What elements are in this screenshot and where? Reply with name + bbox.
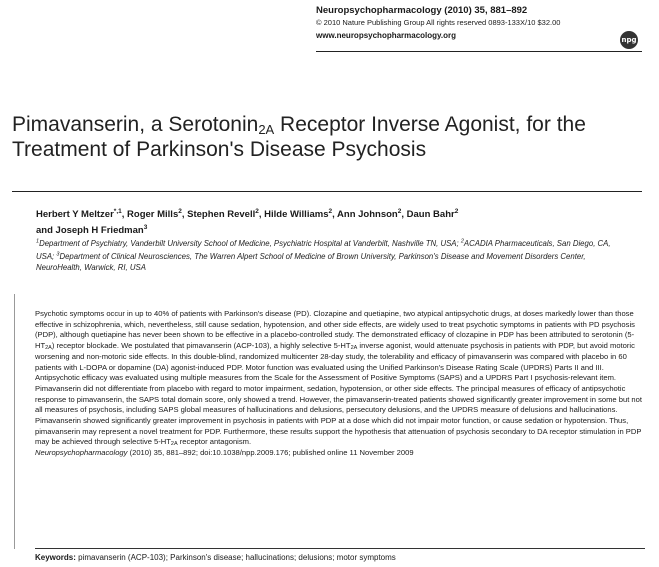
article-title: Pimavanserin, a Serotonin$_{2A}$ Receptor Inverse Agonist, for the Treatment of Parkinson's Disease Psychosis [12, 113, 586, 161]
keywords-text: pimavanserin (ACP-103); Parkinson's disease; hallucinations; delusions; motor symptoms [75, 553, 396, 562]
author: Herbert Y Meltzer$^{*,1}$, [36, 208, 128, 221]
author-list [36, 205, 616, 237]
affiliation: $^1$Department of Psychiatry, Vanderbilt University School of Medicine, Psychiatric Hospital at Vanderbilt, Nashville TN, USA; [36, 238, 461, 248]
abstract: Psychotic symptoms occur in up to 40% of patients with Parkinson's disease (PD). Clozapine and quetiapine, two atypical antipsychotic drugs, at doses markedly lower than those effective in schizophrenia, which, nevertheless, still cause sedation, hypotension, and other side effects, are widely used to treat psychotic symptoms in patients with PD psychosis (PDP), although quetiapine has never been shown to be effective in a placebo-controlled study. The demonstrated efficacy of clozapine in PDP has been attributed to serotonin $(5-HT_{2A})$ receptor blockade. We postulated that pimavanserin (ACP-103), a highly selective $5-HT_{2A}$ inverse agonist, would attenuate psychosis in patients with PDP, but avoid motoric worsening and non-motoric side effects. In this double-blind, randomized multicenter 28-day study, the tolerability and efficacy of pimavanserin was compared with placebo in 60 patients with L-DOPA or dopamine (DA) agonist-induced PDP. Motor function was evaluated using the Unified Parkinson's Disease Rating Scale (UPDRS) Parts II and III. Antipsychotic efficacy was evaluated using multiple measures from the Scale for the Assessment of Positive Symptoms (SAPS) and a UPDRS Part I psychosis-relevant item. Pimavanserin did not differentiate from placebo with regard to motor impairment, sedation, hypotension, or other side effects. The principal measures of efficacy of antipsychotic response to pimavanserin, the SAPS total domain score, only showed a trend. However, the pimavanserin-treated patients showed significantly greater improvement in some but not all measures of psychosis, including SAPS global measures of hallucinations and delusions, persecutory delusions, and the UPDRS measure of delusions and hallucinations. Pimavanserin showed significantly greater improvement in psychosis in patients with PDP at a dose which did not impair motor function, or cause sedation or hypotension. Thus, pimavanserin may represent a novel treatment for PDP. Furthermore, these results support the hypothesis that attenuation of psychosis secondary to DA receptor stimulation in PDP may be achieved through selective $5-HT_{2A}$ receptor antagonism. Neuropsychopharmacology (2010) 35, 881–892; doi:10.1038/npp.2009.176; published online 11 November 2009 [35, 309, 642, 458]
journal-citation: Neuropsychopharmacology (2010) 35, 881–892 [316, 5, 528, 16]
author: Stephen Revell$^2$, [187, 208, 265, 221]
journal-url[interactable]: www.neuropsychopharmacology.org [316, 31, 457, 40]
header-divider [316, 51, 642, 52]
author: Daun Bahr$^2$ [406, 208, 459, 221]
journal-header [316, 4, 650, 42]
author: Hilde Williams$^2$, [264, 208, 338, 221]
affiliation: $^2$ACADIA Pharmaceuticals, San Diego, CA, USA; [36, 238, 611, 261]
title-divider [12, 191, 642, 192]
copyright-line: © 2010 Nature Publishing Group All rights reserved 0893-133X/10 $32.00 [316, 18, 561, 27]
author: and Joseph H Friedman$^3$ [36, 224, 148, 237]
keywords-divider [35, 548, 645, 549]
author: Ann Johnson$^2$, [337, 208, 407, 221]
author: Roger Mills$^2$, [127, 208, 188, 221]
npg-logo: npg [620, 31, 638, 49]
affiliations [36, 236, 616, 274]
keywords-label: Keywords: [35, 553, 76, 562]
abstract-citation: Neuropsychopharmacology (2010) 35, 881–892; doi:10.1038/npp.2009.176; published online 11 November 2009 [35, 448, 414, 458]
keywords [35, 552, 645, 563]
abstract-margin-rule [14, 294, 15, 549]
affiliation: $^3$Department of Clinical Neurosciences, The Warren Alpert School of Medicine of Brown University, Parkinson's Disease and Movement Disorders Center, NeuroHealth, Warwick, RI, USA [36, 251, 586, 273]
